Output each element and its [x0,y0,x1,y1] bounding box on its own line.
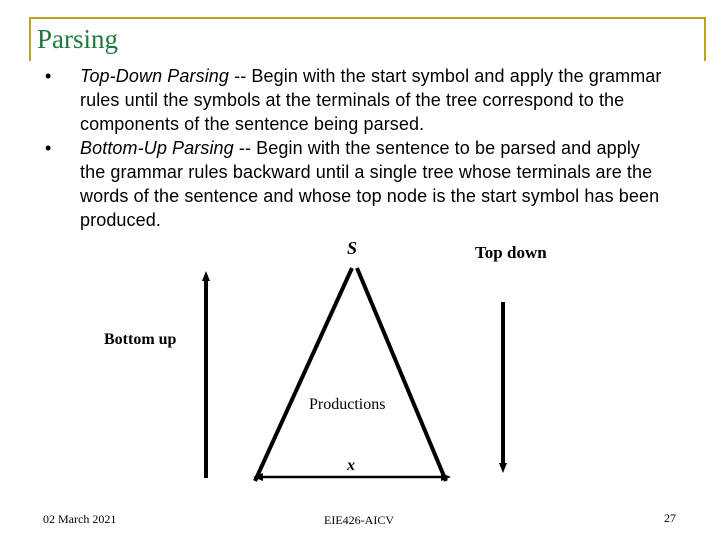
tree-left-edge [255,268,352,481]
bullet-text: -- Begin with the sentence to be parsed and apply the grammar rules backward until a single tree whose terminals are the words of the sentence and whose top node is the start symbol has been produced. [80,138,660,230]
start-symbol-label: S [347,238,358,258]
productions-label: Productions [309,396,386,413]
top-down-label: Top down [475,243,547,262]
footer-page-number: 27 [664,511,676,525]
bullet-marker: • [45,138,52,158]
bullet-term: Top-Down Parsing [80,66,230,86]
sentence-label: x [347,457,355,474]
bullet-text: -- Begin with the start symbol and apply the grammar rules until the symbols at the terminals of the tree correspond to the components of the sentence being parsed. [80,66,662,134]
slide-title: Parsing [37,24,118,54]
bullet-marker: • [45,66,52,86]
bullet-term: Bottom-Up Parsing [80,138,234,158]
footer-date: 02 March 2021 [43,512,117,526]
bottom-up-label: Bottom up [104,331,177,348]
tree-right-edge [357,268,446,481]
footer-course: EIE426-AICV [324,513,394,527]
